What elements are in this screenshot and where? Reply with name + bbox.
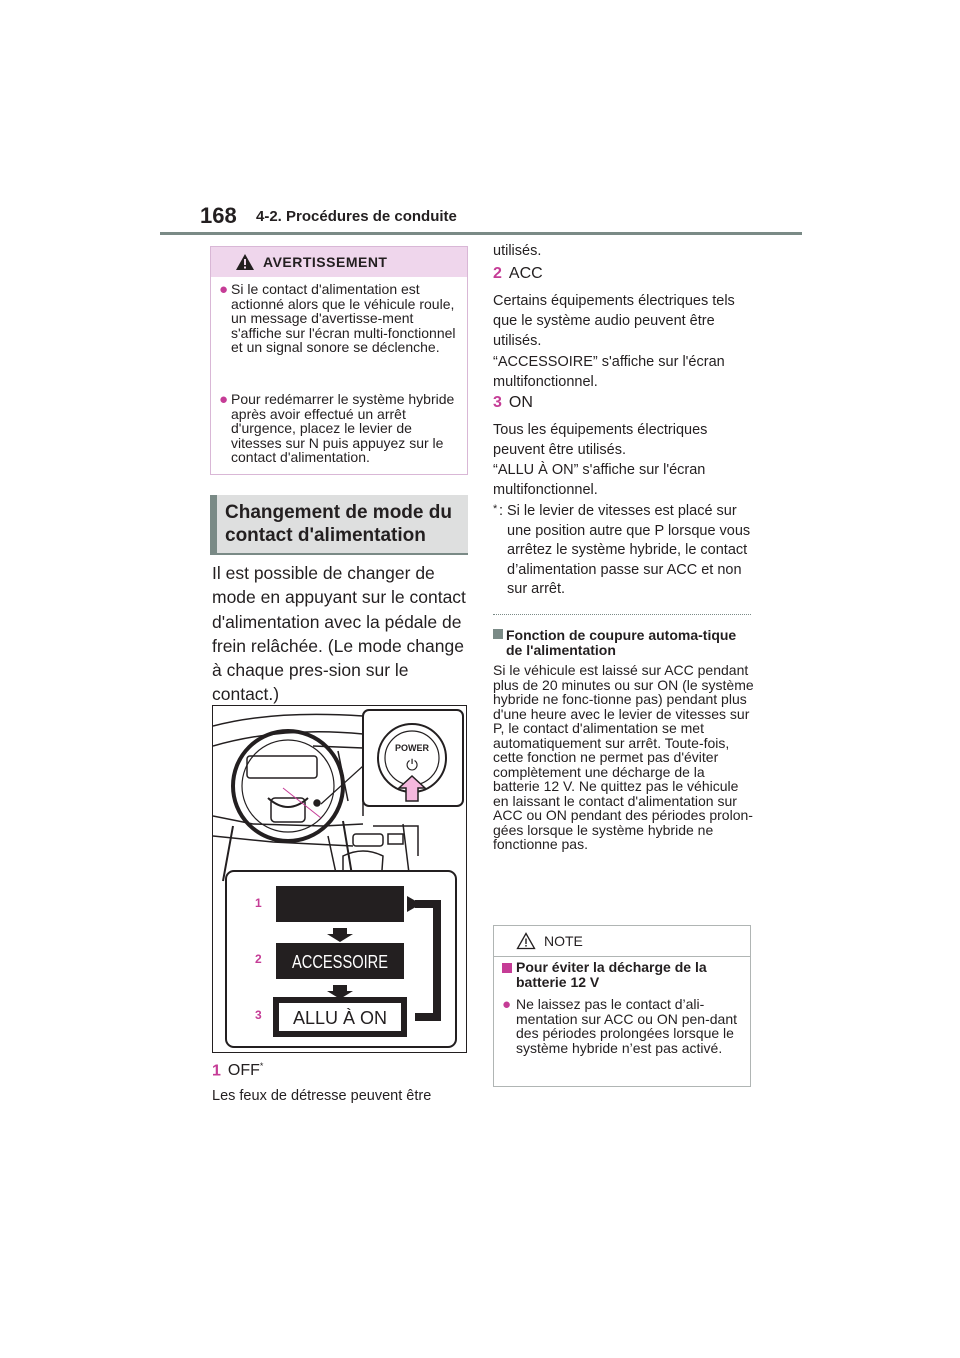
footnote-colon: : xyxy=(499,503,504,519)
warning-box xyxy=(210,246,468,475)
mode-display-allu-on: ALLU À ON xyxy=(292,1008,388,1028)
power-button-label: POWER xyxy=(394,743,430,753)
intro-paragraph: Il est possible de changer de mode en appuyant sur le contact d'alimentation avec la pédale de frein relâchée. (Le mode change à chaque pres-sion sur le contact.) xyxy=(212,563,466,705)
bullet-icon: ● xyxy=(219,281,229,298)
on-description: Tous les équipements électriques peuvent être utilisés. xyxy=(493,422,708,458)
square-bullet-icon xyxy=(493,629,503,639)
header-rule xyxy=(160,232,802,235)
bullet-icon: ● xyxy=(219,391,229,408)
subsection-heading-text: Fonction de coupure automa-tique de l'alimentation xyxy=(506,627,737,658)
footnote-text: Si le levier de vitesses est placé sur une position autre que P lorsque vous arrêtez le système hybride, le contact d’alimentation passe sur ACC et non sur arrêt. xyxy=(507,503,751,597)
note-title: NOTE xyxy=(544,933,583,949)
mode-label: ON xyxy=(508,394,533,411)
footnote-asterisk: * xyxy=(493,503,498,515)
dotted-divider xyxy=(493,614,751,615)
heading-bar xyxy=(210,495,217,553)
subsection-body: Si le véhicule est laissé sur ACC pendant plus de 20 minutes ou sur ON (le système hybride ne fonc-tionne pas) pendant plus d'une heure avec le levier de vitesses sur P, le contact d'alimentation se met automatiquement sur arrêt. Toute-fois, cette fonction ne permet pas d'éviter complètement une décharge de la batterie 12 V. Ne quittez pas le véhicule en laissant le contact d'alimentation sur ACC ou ON pendant des périodes prolon-gées lorsque le système hybride ne fonctionne pas. xyxy=(493,662,754,852)
section-heading xyxy=(210,495,468,553)
bullet-icon: ● xyxy=(502,996,512,1013)
page-number: 168 xyxy=(200,203,237,228)
warning-title: AVERTISSEMENT xyxy=(263,254,388,270)
mode-number: 2 xyxy=(493,265,502,282)
mode-display-accessoire: ACCESSOIRE xyxy=(292,952,388,972)
mode-number: 1 xyxy=(212,1062,221,1080)
section-heading-text: Changement de mode du contact d'alimentation xyxy=(225,502,452,546)
mode-off-description-cont: utilisés. xyxy=(493,243,542,259)
acc-description: Certains équipements électriques tels que le système audio peuvent être utilisés. xyxy=(493,293,735,349)
warning-item-2: Pour redémarrer le système hybride après avoir effectué un arrêt d'urgence, placez le levier de vitesses sur N puis appuyez sur le contact d'alimentation. xyxy=(231,391,455,465)
mode-item-acc xyxy=(493,265,758,283)
power-icon: ⏻ xyxy=(406,756,418,774)
dashboard-drawing xyxy=(213,706,467,1053)
note-header xyxy=(494,926,750,957)
footnote-mark: * xyxy=(259,1061,264,1071)
mode-number-2: 2 xyxy=(255,952,262,966)
section-title: 4-2. Procédures de conduite xyxy=(256,208,457,225)
dashboard-illustration xyxy=(212,705,467,1053)
warning-header xyxy=(211,247,467,277)
caution-icon xyxy=(516,932,536,950)
square-bullet-icon xyxy=(502,963,512,973)
mode-off-description: Les feux de détresse peuvent être xyxy=(212,1088,432,1104)
warning-item-1: Si le contact d'alimentation est actionné alors que le véhicule roule, un message d'avertisse-ment s'affiche sur l'écran multi-fonctionnel et un signal sonore se déclenche. xyxy=(231,281,456,355)
mode-number-3: 3 xyxy=(255,1008,262,1022)
mode-number: 3 xyxy=(493,394,502,411)
warning-icon xyxy=(235,253,255,271)
acc-display-note: “ACCESSOIRE” s'affiche sur l'écran multifonctionnel. xyxy=(493,354,725,390)
note-heading: Pour éviter la décharge de la batterie 12 V xyxy=(516,959,707,990)
mode-label: OFF xyxy=(227,1062,260,1080)
mode-number-1: 1 xyxy=(255,896,262,910)
on-display-note: “ALLU À ON” s'affiche sur l'écran multifonctionnel. xyxy=(493,462,706,498)
note-item: Ne laissez pas le contact d’ali-mentation sur ACC ou ON pen-dant des périodes prolongées lorsque le système hybride n’est pas activé. xyxy=(516,996,738,1056)
heading-underline xyxy=(210,553,468,555)
mode-label: ACC xyxy=(508,265,543,282)
note-box xyxy=(493,925,751,1087)
mode-item-on xyxy=(493,394,758,412)
mode-item-off xyxy=(212,1061,263,1080)
